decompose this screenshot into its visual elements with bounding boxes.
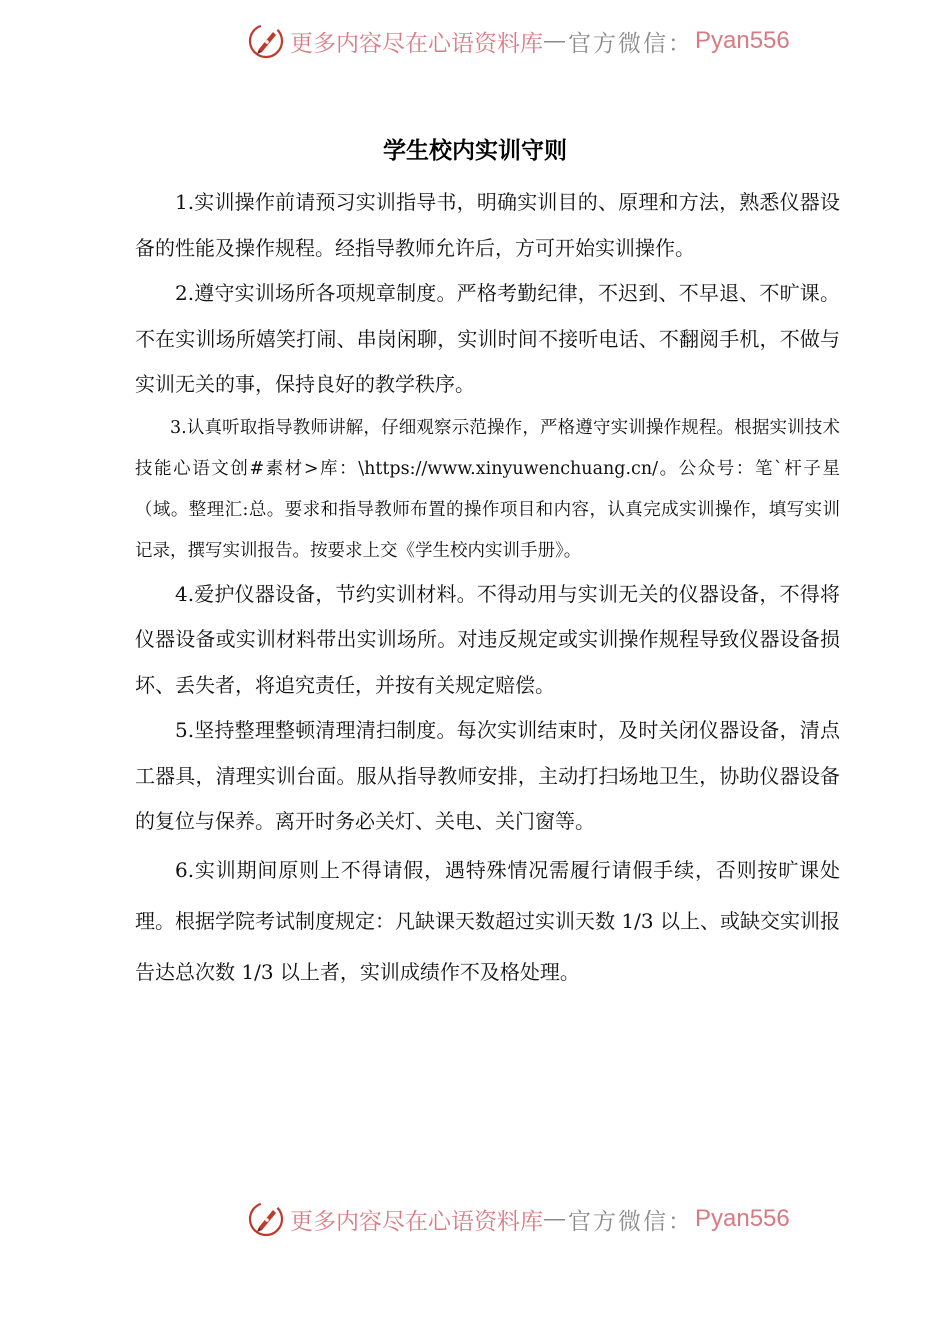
document-body: [135, 180, 840, 998]
watermark-banner-top: [246, 19, 790, 63]
rule-paragraph-4: 4.爱护仪器设备，节约实训材料。不得动用与实训无关的仪器设备，不得将仪器设备或实训材料带出实训场所。对违反规定或实训操作规程导致仪器设备损坏、丢失者，将追究责任，并按有关规定赔偿。: [135, 581, 840, 697]
watermark-dash: —: [543, 28, 568, 54]
watermark-promo-text: 更多内容尽在心语资料库: [290, 30, 543, 57]
watermark-wechat-id: Pyan556: [695, 1205, 790, 1232]
watermark-wechat-label: 官方微信：: [568, 30, 693, 57]
watermark-dash: —: [543, 1206, 568, 1232]
pen-logo-icon: [246, 21, 286, 61]
document-title: 学生校内实训守则: [383, 138, 567, 164]
rule-paragraph-1: 1.实训操作前请预习实训指导书，明确实训目的、原理和方法，熟悉仪器设备的性能及操作规程。经指导教师允许后，方可开始实训操作。: [135, 190, 840, 260]
watermark-wechat-label: 官方微信：: [568, 1208, 693, 1235]
watermark-banner-bottom: [246, 1197, 790, 1241]
rule-paragraph-3: 3.认真听取指导教师讲解，仔细观察示范操作，严格遵守实训操作规程。根据实训技术技能心语文创#素材>库：\https://www.xinyuwenchuang.cn/。公众号：笔`杆子星（域。整理汇:总。要求和指导教师布置的操作项目和内容，认真完成实训操作，填写实训记录，撰写实训报告。按要求上交《学生校内实训手册》。: [135, 417, 840, 561]
rule-paragraph-5: 5.坚持整理整顿清理清扫制度。每次实训结束时，及时关闭仪器设备，清点工器具，清理实训台面。服从指导教师安排，主动打扫场地卫生，协助仪器设备的复位与保养。离开时务必关灯、关电、关门窗等。: [135, 718, 840, 833]
watermark-wechat-id: Pyan556: [695, 27, 790, 54]
watermark-promo-text: 更多内容尽在心语资料库: [290, 1208, 543, 1235]
rule-paragraph-2: 2.遵守实训场所各项规章制度。严格考勤纪律，不迟到、不早退、不旷课。不在实训场所嬉笑打闹、串岗闲聊，实训时间不接听电话、不翻阅手机，不做与实训无关的事，保持良好的教学秩序。: [135, 281, 840, 396]
pen-logo-icon: [246, 1199, 286, 1239]
rule-paragraph-6: 6.实训期间原则上不得请假，遇特殊情况需履行请假手续，否则按旷课处理。根据学院考试制度规定：凡缺课天数超过实训天数 1/3 以上、或缺交实训报告达总次数 1/3 以上者，实训成绩作不及格处理。: [135, 857, 840, 984]
